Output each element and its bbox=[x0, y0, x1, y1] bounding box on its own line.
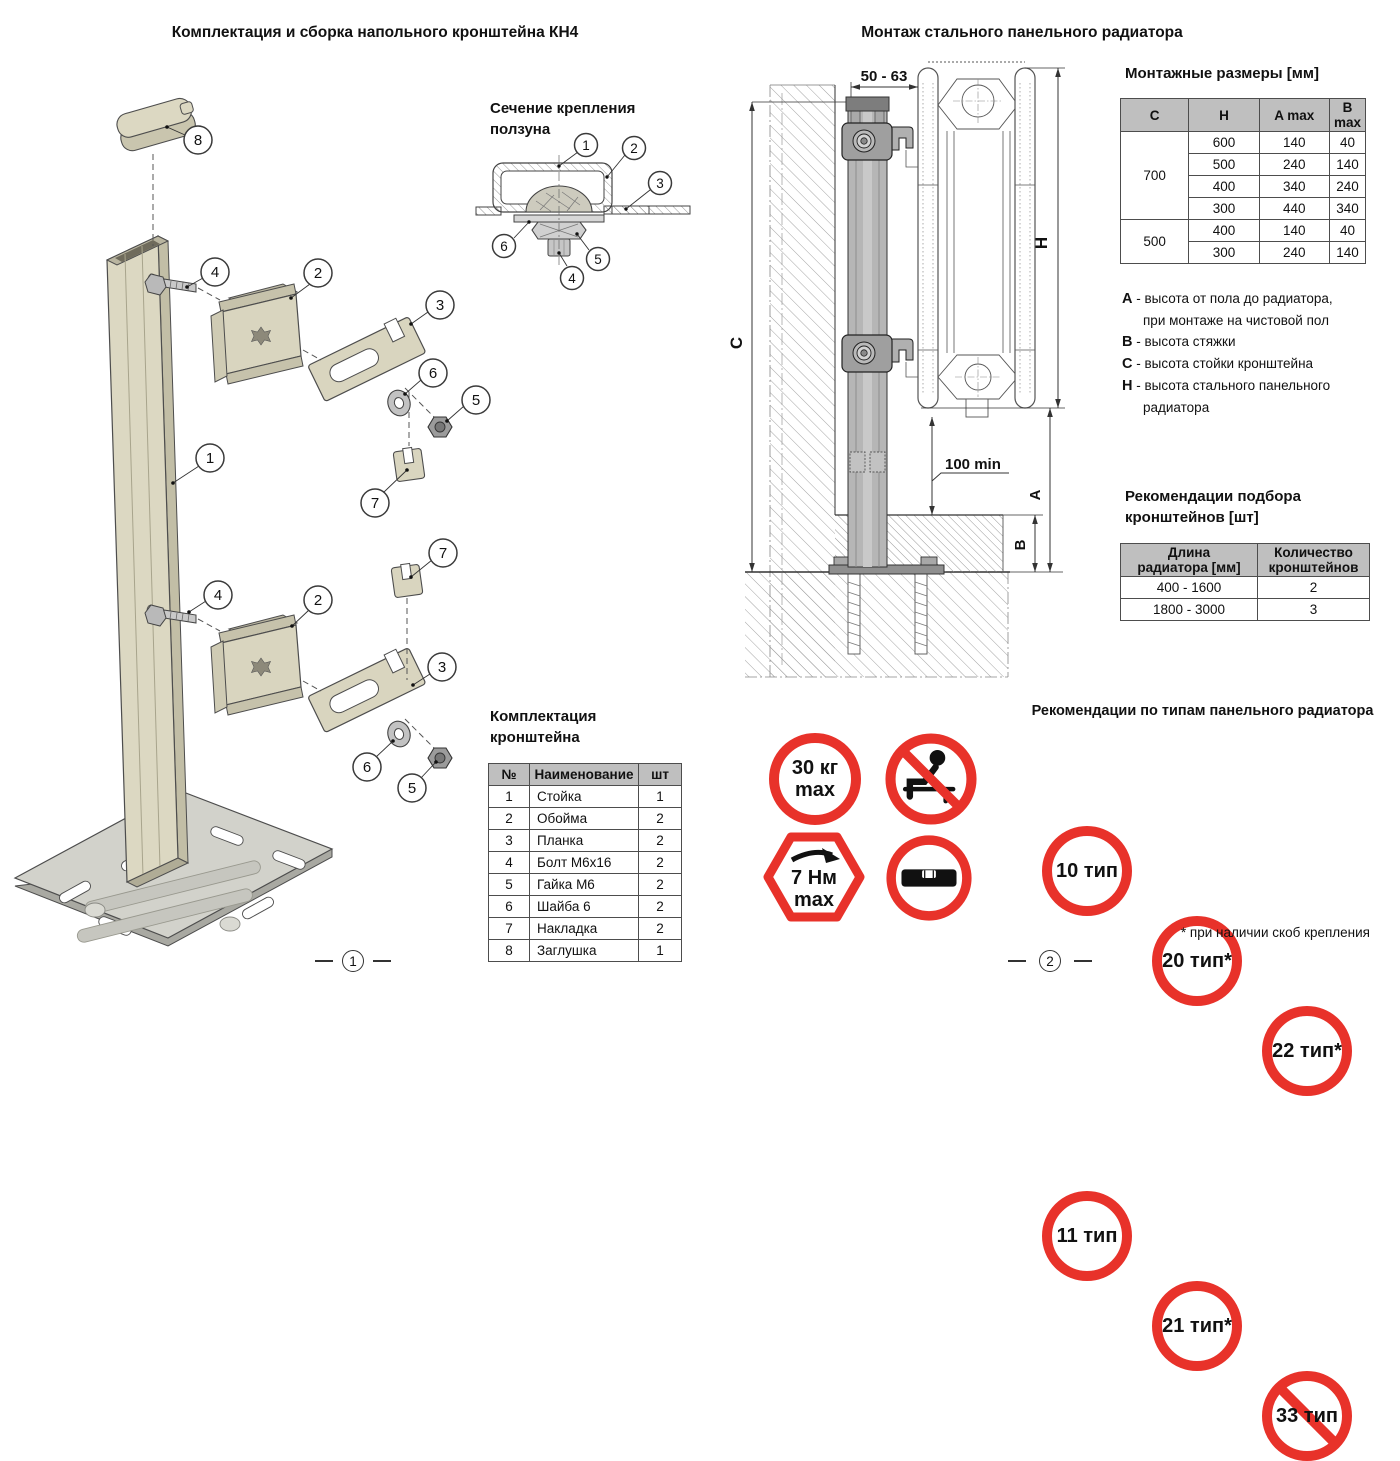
max-weight-unit: max bbox=[794, 779, 836, 801]
type-11-badge: 11 тип bbox=[1042, 1191, 1132, 1281]
callout-5-bottom bbox=[398, 774, 426, 802]
svg-text:3: 3 bbox=[437, 659, 447, 676]
table-row: 1800 - 3000 3 bbox=[1121, 599, 1370, 621]
type-22-badge: 22 тип* bbox=[1262, 1006, 1352, 1096]
dim-min-clearance-label: 100 min bbox=[945, 456, 1001, 473]
table-row: 6 Шайба 6 2 bbox=[489, 896, 682, 918]
max-weight-badge bbox=[769, 733, 861, 825]
section-callout-1 bbox=[575, 134, 598, 157]
svg-text:6: 6 bbox=[362, 759, 372, 776]
svg-text:3: 3 bbox=[656, 176, 664, 191]
callout-6-top bbox=[419, 359, 447, 387]
pad-top bbox=[393, 446, 425, 482]
max-weight-value: 30 кг bbox=[791, 757, 839, 779]
svg-text:6: 6 bbox=[500, 239, 508, 254]
slider-section-drawing bbox=[474, 135, 704, 297]
legend-item-a: A - высота от пола до радиатора, bbox=[1122, 291, 1333, 307]
callout-1 bbox=[196, 444, 224, 472]
dim-gap-label: 50 - 63 bbox=[860, 68, 908, 85]
type-33-banned-badge: 33 тип bbox=[1262, 1371, 1352, 1461]
parts-table bbox=[488, 763, 682, 962]
table-row: 300 240 140 bbox=[1121, 242, 1366, 264]
svg-text:4: 4 bbox=[568, 271, 576, 286]
type-20-badge: 20 тип* bbox=[1152, 916, 1242, 1006]
legend-item-c: C - высота стойки кронштейна bbox=[1122, 356, 1314, 372]
reco-header-row: Длина радиатора [мм] Количество кронштейнов bbox=[1121, 544, 1370, 577]
section-callout-3 bbox=[649, 172, 672, 195]
types-title: Рекомендации по типам панельного радиатора bbox=[1031, 703, 1374, 719]
type-21-badge: 21 тип* bbox=[1152, 1281, 1242, 1371]
section-callout-4 bbox=[561, 267, 584, 290]
table-row: 2 Обойма 2 bbox=[489, 808, 682, 830]
types-footnote: * при наличии скоб крепления bbox=[1180, 925, 1370, 940]
svg-text:7: 7 bbox=[370, 495, 380, 512]
callout-5-top bbox=[462, 386, 490, 414]
dim-c-label: C bbox=[727, 336, 746, 350]
svg-text:5: 5 bbox=[471, 392, 481, 409]
legend-item-h: H - высота стального панельного bbox=[1122, 378, 1331, 394]
panel-radiator bbox=[918, 62, 1035, 417]
dim-b-label: B bbox=[1012, 539, 1029, 551]
svg-text:5: 5 bbox=[594, 252, 602, 267]
max-torque-value: 7 Нм bbox=[791, 867, 837, 889]
callout-3-top bbox=[426, 291, 454, 319]
clamp-lower bbox=[842, 335, 918, 377]
svg-text:5: 5 bbox=[407, 780, 417, 797]
bracket-count-table bbox=[1120, 543, 1370, 621]
legend-item-b: B - высота стяжки bbox=[1122, 334, 1236, 350]
dim-h-label: H bbox=[1032, 236, 1051, 250]
table-row: 400 340 240 bbox=[1121, 176, 1366, 198]
page-title-right: Монтаж стального панельного радиатора bbox=[861, 24, 1183, 41]
spirit-level-icon bbox=[886, 835, 972, 921]
page-marker-1: 1 bbox=[315, 950, 391, 972]
bracket-stand bbox=[846, 97, 889, 567]
radiator-mounting-drawing bbox=[725, 55, 1105, 700]
callout-4-bottom bbox=[204, 581, 232, 609]
plate-section bbox=[612, 206, 690, 214]
legend-item-h-line2: радиатора bbox=[1143, 400, 1210, 415]
clip-holder bbox=[211, 284, 303, 384]
table-row: 8 Заглушка 1 bbox=[489, 940, 682, 962]
dim-a-label: A bbox=[1027, 489, 1044, 501]
svg-text:1: 1 bbox=[582, 138, 590, 153]
post-stand bbox=[107, 236, 188, 887]
callout-6-bottom bbox=[353, 753, 381, 781]
svg-text:4: 4 bbox=[213, 587, 223, 604]
no-sitting-icon bbox=[885, 733, 977, 825]
page-marker-2: 2 bbox=[1008, 950, 1092, 972]
mount-table-title: Монтажные размеры [мм] bbox=[1125, 65, 1319, 82]
dimension-legend bbox=[1122, 288, 1400, 418]
mount-table bbox=[1120, 98, 1366, 264]
table-row: 7 Накладка 2 bbox=[489, 918, 682, 940]
svg-text:7: 7 bbox=[438, 545, 448, 562]
callout-3-bottom bbox=[428, 653, 456, 681]
table-row: 300 440 340 bbox=[1121, 198, 1366, 220]
callout-7-top bbox=[361, 489, 389, 517]
page-title-left: Комплектация и сборка напольного кронштейна КН4 bbox=[171, 24, 579, 41]
bolt bbox=[145, 274, 196, 295]
svg-text:3: 3 bbox=[435, 297, 445, 314]
pad-bottom bbox=[391, 562, 423, 598]
table-row: 500 240 140 bbox=[1121, 154, 1366, 176]
table-row: 4 Болт М6х16 2 bbox=[489, 852, 682, 874]
reco-table-title: Рекомендации подбора кронштейнов [шт] bbox=[1125, 488, 1301, 526]
table-row: 500 400 140 40 bbox=[1121, 220, 1366, 242]
table-row: 5 Гайка М6 2 bbox=[489, 874, 682, 896]
svg-text:2: 2 bbox=[313, 592, 323, 609]
section-callout-2 bbox=[623, 137, 646, 160]
table-row: 1 Стойка 1 bbox=[489, 786, 682, 808]
svg-text:2: 2 bbox=[630, 141, 638, 156]
ground-section bbox=[745, 572, 1010, 677]
callout-8 bbox=[184, 126, 212, 154]
type-10-badge: 10 тип bbox=[1042, 826, 1132, 916]
section-view-title: Сечение крепления ползуна bbox=[490, 100, 636, 138]
max-torque-unit: max bbox=[793, 889, 835, 911]
svg-text:8: 8 bbox=[193, 132, 203, 149]
table-row: 3 Планка 2 bbox=[489, 830, 682, 852]
mount-header-row: C H A max B max bbox=[1121, 99, 1366, 132]
svg-text:4: 4 bbox=[210, 264, 220, 281]
max-torque-badge bbox=[764, 827, 864, 927]
clamp-upper bbox=[842, 123, 918, 167]
section-callout-6 bbox=[493, 235, 516, 258]
callout-2-top bbox=[304, 259, 332, 287]
callout-4-top bbox=[201, 258, 229, 286]
exploded-assembly-drawing bbox=[15, 88, 495, 973]
table-row: 400 - 1600 2 bbox=[1121, 577, 1370, 599]
legend-item-a-line2: при монтаже на чистовой пол bbox=[1143, 313, 1329, 328]
callout-7-bottom bbox=[429, 539, 457, 567]
svg-text:6: 6 bbox=[428, 365, 438, 382]
parts-header-row: № Наименование шт bbox=[489, 764, 682, 786]
callout-2-bottom bbox=[304, 586, 332, 614]
table-row: 700 600 140 40 bbox=[1121, 132, 1366, 154]
svg-text:2: 2 bbox=[313, 265, 323, 282]
section-callout-5 bbox=[587, 248, 610, 271]
plate bbox=[306, 313, 426, 402]
parts-table-title: Комплектация кронштейна bbox=[490, 708, 597, 746]
svg-text:1: 1 bbox=[205, 450, 215, 467]
